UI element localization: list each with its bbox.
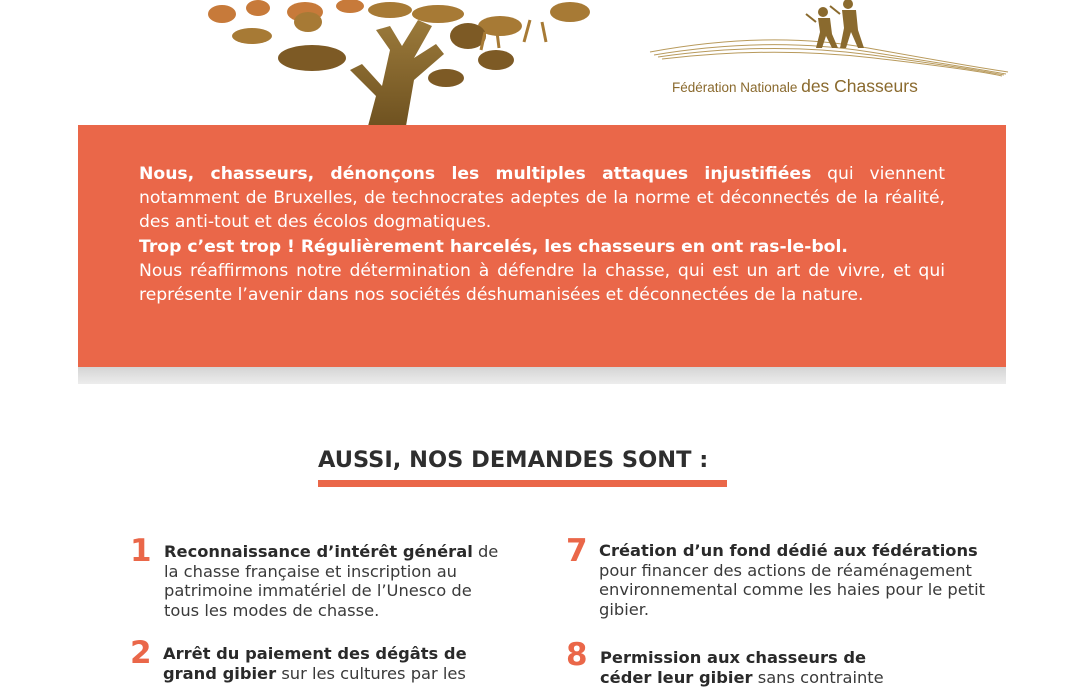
demand-rest: de la chasse française et inscription au patrimoine immatériel de l’Unesco de tous les modes de chasse. [164,542,499,620]
statement-paragraph-3: Nous réaffirmons notre détermination à défendre la chasse, qui est un art de vivre, et qui représente l’avenir dans nos sociétés déshumanisées et déconnectées de la nature. [139,260,945,306]
statement-p1-bold: Nous, chasseurs, dénonçons les multiples attaques injustifiées [139,164,812,184]
federation-name-suffix: des Chasseurs [801,76,918,96]
statement-p1-rest: qui viennent notamment de Bruxelles, de technocrates adeptes de la norme et déconnectés de la réalité, des anti-tout et des écolos dogmatiques. [139,164,945,233]
federation-name-prefix: Fédération Nationale [672,80,802,95]
statement-text [139,162,945,307]
demand-text [163,644,493,683]
demand-rest: sur les cultures par les [276,663,466,683]
demand-bold: Permission aux chasseurs de céder leur gibier [600,648,867,687]
demand-number: 8 [566,637,588,673]
animal-tree-illustration [200,0,620,126]
banner-shadow [78,367,1006,384]
demand-number: 2 [130,635,152,671]
statement-paragraph-1 [139,162,945,235]
demand-rest: pour financer des actions de réaménagement environnemental comme les haies pour le petit gibier. [599,560,986,619]
demand-bold: Reconnaissance d’intérêt général [164,542,473,561]
section-title: AUSSI, NOS DEMANDES SONT : [318,447,709,473]
demand-text [164,542,510,620]
demand-bold: Création d’un fond dédié aux fédérations [599,541,978,560]
demand-rest: sans contrainte [752,667,884,687]
section-title-underline [318,480,727,487]
demand-bold: Arrêt du paiement des dégâts de grand gibier [163,644,467,683]
demand-number: 7 [566,533,588,569]
statement-p2-bold: Trop c’est trop ! Régulièrement harcelés, les chasseurs en ont ras-le-bol. [139,236,848,257]
federation-name [672,76,918,97]
demand-number: 1 [130,533,152,569]
demand-text [600,648,920,687]
demand-text [599,541,1009,619]
statement-paragraph-2 [139,235,945,259]
